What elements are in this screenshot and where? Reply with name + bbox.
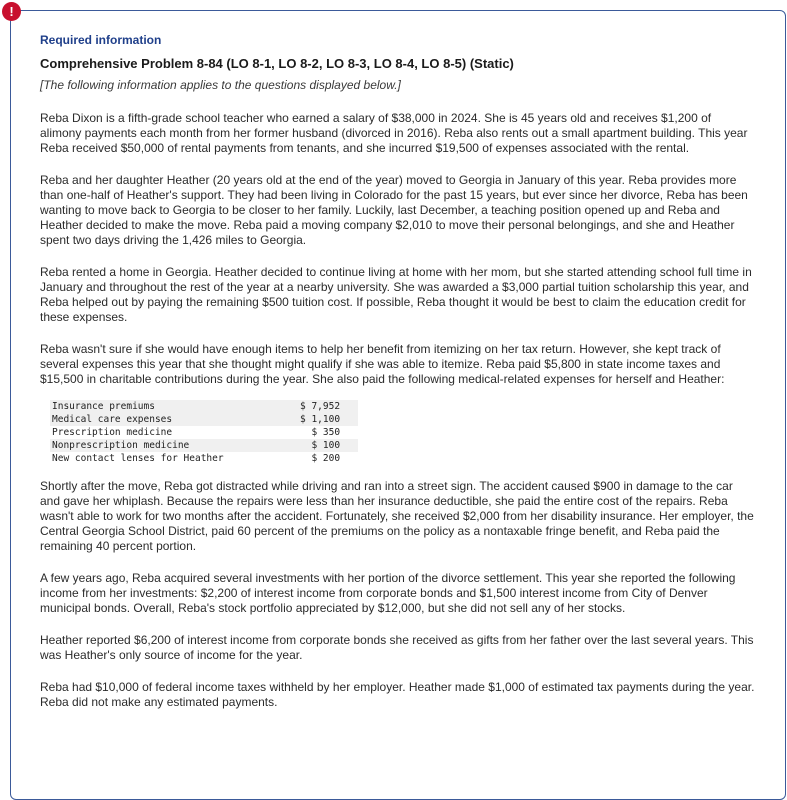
expense-amount: $ 200	[300, 453, 341, 464]
paragraph-itemizing: Reba wasn't sure if she would have enough items to help her benefit from itemizing on her tax return. However, she kept track of several expenses this year that she thought might qualify if she was able to itemize. Reba paid $5,800 in state income taxes and $15,500 in charitable contributions during the year. She also paid the following medical-related expenses for herself and Heather:	[40, 342, 725, 386]
expense-amount: $ 350	[300, 427, 341, 438]
paragraph-income: Reba Dixon is a fifth-grade school teacher who earned a salary of $38,000 in 2024. She is 45 years old and receives $1,200 of alimony payments each month from her former husband (divorced in 2016). Reba also rents out a small apartment building. This year Reba received $50,000 of rental payments from tenants, and she incurred $19,500 of expenses associated with the rental.	[40, 111, 748, 155]
required-information-heading: Required information	[40, 33, 162, 47]
expense-item: Medical care expenses	[50, 413, 300, 426]
problem-content	[40, 33, 755, 727]
expense-item: Prescription medicine	[52, 427, 173, 438]
problem-title: Comprehensive Problem 8-84 (LO 8-1, LO 8-2, LO 8-3, LO 8-4, LO 8-5) (Static)	[40, 56, 514, 71]
paragraph-withholding: Reba had $10,000 of federal income taxes withheld by her employer. Heather made $1,000 of estimated tax payments during the year. Reba did not make any estimated payments.	[40, 680, 755, 709]
paragraph-move: Reba and her daughter Heather (20 years old at the end of the year) moved to Georgia in January of this year. Reba provides more than one-half of Heather's support. They had been living in Colorado for the past 15 years, but ever since her divorce, Reba has been wanting to move back to Georgia to be closer to her family. Luckily, last December, a teaching position opened up and Reba and Heather decided to make the move. Reba paid a moving company $2,010 to move their personal belongings, and she and Heather spent two days driving the 1,426 miles to Georgia.	[40, 173, 748, 247]
paragraph-investments: A few years ago, Reba acquired several investments with her portion of the divorce settlement. This year she reported the following income from her investments: $2,200 of interest income from corporate bonds and $1,500 interest income from City of Denver municipal bonds. Overall, Reba's stock portfolio appreciated by $12,000, but she did not sell any of her stocks.	[40, 571, 736, 615]
paragraph-education: Reba rented a home in Georgia. Heather decided to continue living at home with her mom, but she started attending school full time in January and throughout the rest of the year at a nearby university. She was awarded a $3,000 partial tuition scholarship this year, and Reba helped out by paying the remaining $500 tuition cost. If possible, Reba thought it would be best to claim the education credit for these expenses.	[40, 265, 752, 324]
alert-icon: !	[2, 2, 21, 21]
expense-item: Insurance premiums	[50, 400, 300, 413]
expense-amount: $ 100	[300, 439, 358, 452]
table-row	[50, 400, 358, 413]
intro-note: [The following information applies to the questions displayed below.]	[40, 78, 401, 92]
expense-amount: $ 1,100	[300, 413, 358, 426]
paragraph-heather-income: Heather reported $6,200 of interest income from corporate bonds she received as gifts from her father over the last several years. This was Heather's only source of income for the year.	[40, 633, 754, 662]
paragraph-accident: Shortly after the move, Reba got distracted while driving and ran into a street sign. The accident caused $900 in damage to the car and gave her whiplash. Because the repairs were less than her insurance deductible, she paid the entire cost of the repairs. Reba wasn't able to work for two months after the accident. Fortunately, she received $2,000 from her disability insurance. Her employer, the Central Georgia School District, paid 60 percent of the premiums on the policy as a nontaxable fringe benefit, and Reba paid the remaining 40 percent portion.	[40, 479, 754, 553]
expense-item: New contact lenses for Heather	[52, 453, 224, 464]
medical-expenses-table	[50, 400, 358, 465]
expense-item: Nonprescription medicine	[50, 439, 300, 452]
table-row	[50, 439, 358, 452]
table-row	[50, 413, 358, 426]
expense-amount: $ 7,952	[300, 400, 358, 413]
table-row	[50, 452, 358, 465]
table-row	[50, 426, 358, 439]
